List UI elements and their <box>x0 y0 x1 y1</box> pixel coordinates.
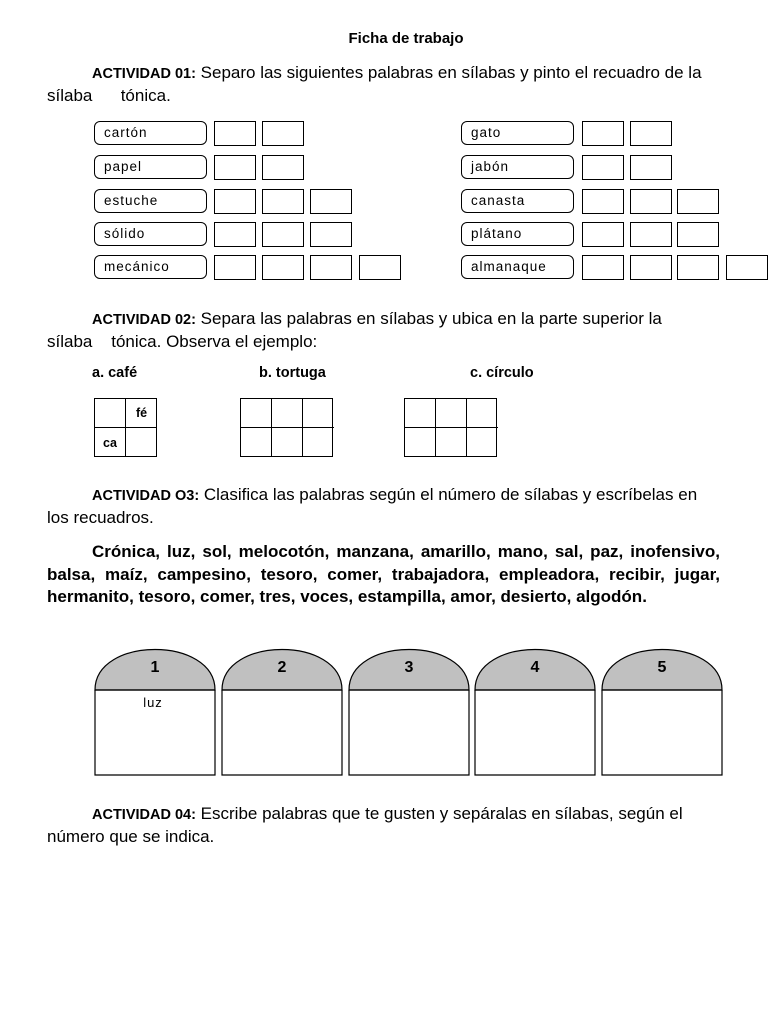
card-example-word: luz <box>143 695 163 710</box>
activity-3-text: Clasifica las palabras según el número de sílabas y escríbelas en los recuadros. <box>47 485 698 527</box>
syllable-box[interactable] <box>582 121 624 146</box>
syllable-cell: ca <box>95 428 126 457</box>
grid-cell <box>272 399 303 428</box>
activity-1-instructions <box>47 62 720 107</box>
syllable-box[interactable] <box>677 222 719 247</box>
syllable-box[interactable] <box>262 155 304 180</box>
word-box: mecánico <box>94 255 207 279</box>
word-box: sólido <box>94 222 207 246</box>
activity-2-text: Separa las palabras en sílabas y ubica en la parte superior la sílaba tónica. Observa el ejemplo: <box>47 309 662 351</box>
activity-4-instructions <box>47 803 720 848</box>
grid-cell <box>126 428 157 457</box>
tonic-syllable-cell: fé <box>126 399 157 428</box>
syllable-box[interactable] <box>214 255 256 280</box>
syllable-box[interactable] <box>310 222 352 247</box>
word-bank: Crónica, luz, sol, melocotón, manzana, amarillo, mano, sal, paz, inofensivo, balsa, maíz, campesino, tesoro, comer, trabajadora, empleadora, recibir, jugar, hermanito, tesoro, comer, tres, voces, estampilla, amor, desierto, algodón. <box>47 542 720 606</box>
activity-2-instructions <box>47 308 720 353</box>
word-box: gato <box>461 121 574 145</box>
page-title: Ficha de trabajo <box>348 30 464 47</box>
grid-cell <box>303 428 334 457</box>
activity-4-label: ACTIVIDAD 04: <box>92 807 196 823</box>
syllable-box[interactable] <box>310 189 352 214</box>
word-box: plátano <box>461 222 574 246</box>
activity-1-label: ACTIVIDAD 01: <box>92 66 196 82</box>
syllable-card <box>601 645 723 776</box>
syllable-box[interactable] <box>310 255 352 280</box>
card-number: 3 <box>404 659 414 676</box>
syllable-box[interactable] <box>262 255 304 280</box>
grid-cell <box>405 428 436 457</box>
item-b-label: b. tortuga <box>259 365 326 381</box>
syllable-box[interactable] <box>582 155 624 180</box>
syllable-box[interactable] <box>630 189 672 214</box>
syllable-box[interactable] <box>582 255 624 280</box>
syllable-box[interactable] <box>262 189 304 214</box>
syllable-box[interactable] <box>630 255 672 280</box>
syllable-box[interactable] <box>262 121 304 146</box>
syllable-box[interactable] <box>359 255 401 280</box>
item-a-label: a. café <box>92 365 138 381</box>
word-box: jabón <box>461 155 574 179</box>
syllable-box[interactable] <box>630 155 672 180</box>
grid-cell <box>303 399 334 428</box>
circulo-syllable-grid <box>404 398 497 457</box>
syllable-box[interactable] <box>582 189 624 214</box>
grid-cell <box>405 399 436 428</box>
grid-cell <box>272 428 303 457</box>
grid-cell <box>436 399 467 428</box>
card-number: 5 <box>657 659 667 676</box>
item-c-label: c. círculo <box>470 365 534 381</box>
activity-4-text: Escribe palabras que te gusten y sepáralas en sílabas, según el número que se indica. <box>47 804 683 846</box>
syllable-box[interactable] <box>726 255 768 280</box>
syllable-box[interactable] <box>630 222 672 247</box>
syllable-card <box>474 645 596 776</box>
syllable-box[interactable] <box>677 255 719 280</box>
grid-cell <box>467 428 498 457</box>
example-syllable-grid <box>94 398 157 457</box>
syllable-box[interactable] <box>214 189 256 214</box>
syllable-box[interactable] <box>214 121 256 146</box>
syllable-box[interactable] <box>262 222 304 247</box>
activity-1-text: Separo las siguientes palabras en sílabas y pinto el recuadro de la sílaba tónica. <box>47 63 702 105</box>
word-box: cartón <box>94 121 207 145</box>
syllable-box[interactable] <box>677 189 719 214</box>
tortuga-syllable-grid <box>240 398 333 457</box>
grid-cell <box>241 428 272 457</box>
activity-2-label: ACTIVIDAD 02: <box>92 312 196 328</box>
syllable-box[interactable] <box>214 222 256 247</box>
syllable-box[interactable] <box>214 155 256 180</box>
syllable-card <box>94 645 216 776</box>
grid-cell <box>436 428 467 457</box>
syllable-box[interactable] <box>630 121 672 146</box>
card-number: 2 <box>277 659 287 676</box>
card-number: 4 <box>530 659 540 676</box>
grid-cell <box>241 399 272 428</box>
grid-cell <box>467 399 498 428</box>
word-box: canasta <box>461 189 574 213</box>
syllable-card <box>348 645 470 776</box>
word-box: estuche <box>94 189 207 213</box>
activity-3-label: ACTIVIDAD O3: <box>92 488 200 504</box>
activity-3-instructions <box>47 484 720 529</box>
word-box: papel <box>94 155 207 179</box>
syllable-box[interactable] <box>582 222 624 247</box>
grid-cell <box>95 399 126 428</box>
word-box: almanaque <box>461 255 574 279</box>
syllable-card <box>221 645 343 776</box>
card-number: 1 <box>150 659 160 676</box>
